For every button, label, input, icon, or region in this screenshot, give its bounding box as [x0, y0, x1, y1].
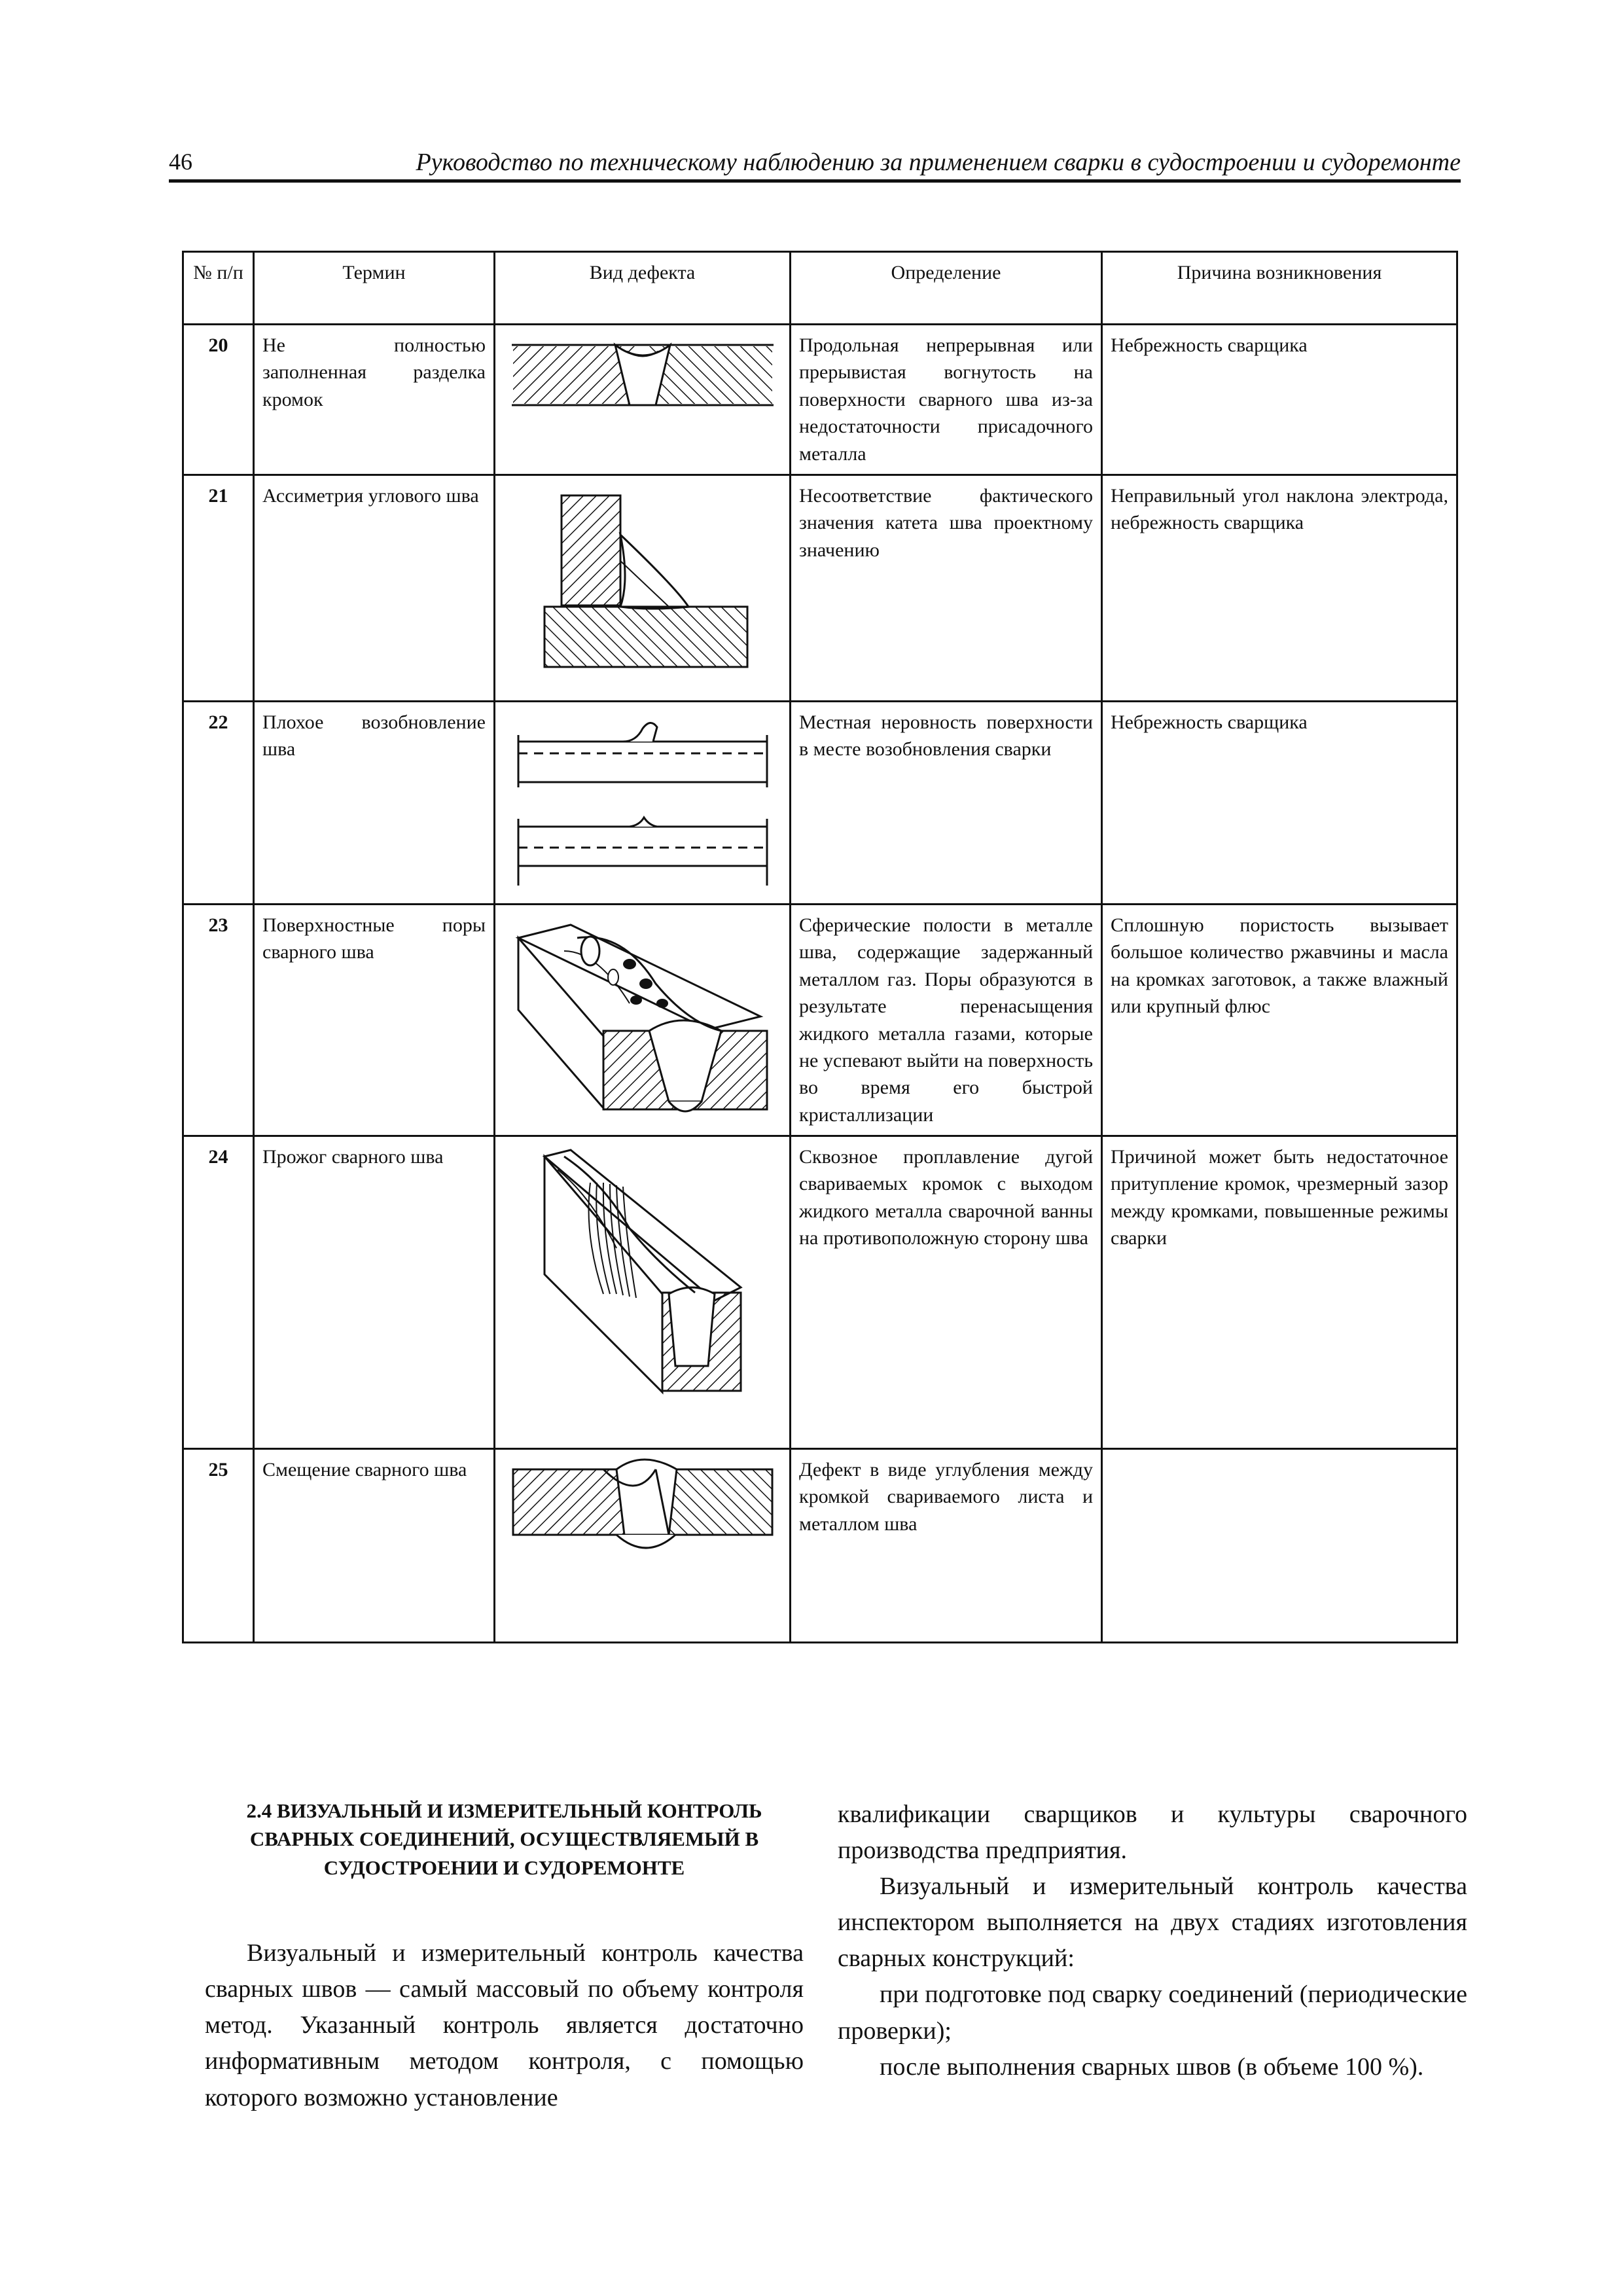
row-term: Смещение сварного шва — [254, 1449, 495, 1643]
col-header-number: № п/п — [183, 252, 254, 325]
body-paragraph: после выполнения сварных швов (в объеме 100 %). — [880, 2053, 1424, 2081]
defect-figure-fillet-asymmetry — [495, 475, 791, 701]
section-left-column — [205, 1797, 804, 2116]
col-header-term: Термин — [254, 252, 495, 325]
running-header — [169, 145, 1461, 183]
table-header-row — [183, 252, 1457, 325]
section-title: 2.4 ВИЗУАЛЬНЫЙ И ИЗМЕРИТЕЛЬНЫЙ КОНТРОЛЬ СВАРНЫХ СОЕДИНЕНИЙ, ОСУЩЕСТВЛЯЕМЫЙ В СУДОСТРОЕНИИ И СУДОРЕМОНТЕ — [246, 1799, 762, 1879]
row-term: Плохое возобновление шва — [254, 701, 495, 904]
row-definition: Продольная непрерывная или прерывистая вогнутость на поверхности сварного шва из-за недостаточности присадочного металла — [791, 325, 1102, 475]
page-number: 46 — [169, 149, 192, 175]
defect-figure-poor-restart — [495, 701, 791, 904]
row-number: 24 — [183, 1136, 254, 1449]
body-paragraph: Визуальный и измерительный контроль качества сварных швов — самый массовый по объему контроля метод. Указанный контроль является достаточно информативным методом контроля, с помощью которого возможно установление — [205, 1939, 804, 2111]
row-number: 20 — [183, 325, 254, 475]
defect-figure-weld-offset — [495, 1449, 791, 1643]
row-cause: Причиной может быть недостаточное притупление кромок, чрезмерный зазор между кромками, повышенные режимы сварки — [1102, 1136, 1457, 1449]
row-number: 25 — [183, 1449, 254, 1643]
defects-table — [182, 251, 1458, 1643]
row-definition: Сквозное проплавление дугой свариваемых кромок с выходом жидкого металла сварочной ванны на противоположную сторону шва — [791, 1136, 1102, 1449]
running-title: Руководство по техническому наблюдению за применением сварки в судостроении и судоремонте — [416, 149, 1461, 176]
row-definition: Местная неровность поверхности в месте возобновления сварки — [791, 701, 1102, 904]
table-row — [183, 904, 1457, 1136]
defect-figure-burn-through — [495, 1136, 791, 1449]
body-paragraph: при подготовке под сварку соединений (периодические проверки); — [838, 1981, 1467, 2045]
body-paragraph: квалификации сварщиков и культуры сварочного производства предприятия. — [838, 1801, 1467, 1865]
row-cause: Небрежность сварщика — [1102, 701, 1457, 904]
row-term: Ассиметрия углового шва — [254, 475, 495, 701]
row-term: Не полностью заполненная разделка кромок — [254, 325, 495, 475]
row-cause — [1102, 1449, 1457, 1643]
defect-figure-incomplete-groove — [495, 325, 791, 475]
row-cause: Сплошную пористость вызывает большое количество ржавчины и масла на кромках заготовок, а также влажный или крупный флюс — [1102, 904, 1457, 1136]
row-cause: Небрежность сварщика — [1102, 325, 1457, 475]
col-header-cause: Причина возникновения — [1102, 252, 1457, 325]
table-row — [183, 701, 1457, 904]
table-row — [183, 1136, 1457, 1449]
col-header-defect-view: Вид дефекта — [495, 252, 791, 325]
row-definition: Дефект в виде углубления между кромкой свариваемого листа и металлом шва — [791, 1449, 1102, 1643]
body-paragraph: Визуальный и измерительный контроль качества инспектором выполняется на двух стадиях изготовления сварных конструкций: — [838, 1873, 1467, 1973]
section-right-column — [838, 1797, 1467, 2085]
col-header-definition: Определение — [791, 252, 1102, 325]
table-row — [183, 475, 1457, 701]
row-definition: Сферические полости в металле шва, содержащие задержанный металлом газ. Поры образуются в результате перенасыщения жидкого металла газами, которые не успевают выйти на поверхность во время его быстрой кристаллизации — [791, 904, 1102, 1136]
row-number: 23 — [183, 904, 254, 1136]
row-number: 22 — [183, 701, 254, 904]
row-definition: Несоответствие фактического значения катета шва проектному значению — [791, 475, 1102, 701]
row-term: Поверхностные поры сварного шва — [254, 904, 495, 1136]
defect-figure-surface-pores — [495, 904, 791, 1136]
table-row — [183, 1449, 1457, 1643]
row-number: 21 — [183, 475, 254, 701]
row-term: Прожог сварного шва — [254, 1136, 495, 1449]
table-row — [183, 325, 1457, 475]
row-cause: Неправильный угол наклона электрода, небрежность сварщика — [1102, 475, 1457, 701]
